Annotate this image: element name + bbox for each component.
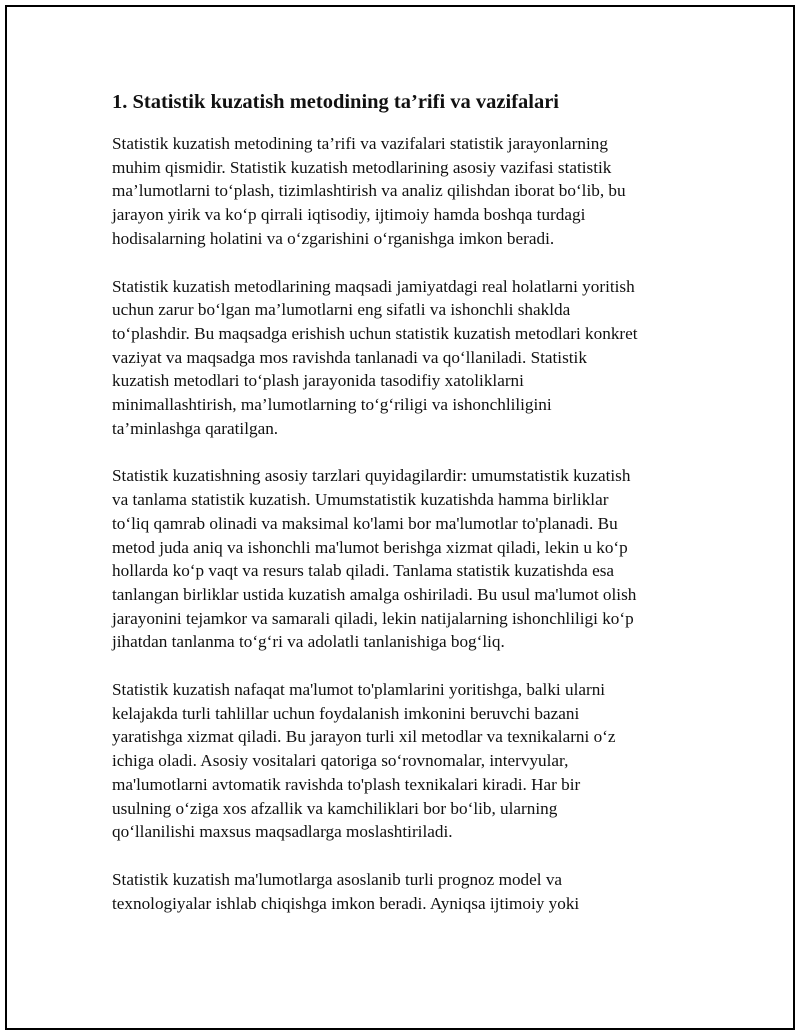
paragraph-line: hodisalarning holatini va o‘zgarishini o‘rganishga imkon beradi. — [112, 228, 555, 248]
paragraph-line: jarayon yirik va ko‘p qirrali iqtisodiy, ijtimoiy hamda boshqa turdagi — [112, 205, 586, 225]
paragraph-line: Statistik kuzatish metodlarining maqsadi jamiyatdagi real holatlarni yoritish — [112, 276, 635, 296]
paragraph-line: ma'lumotlarni avtomatik ravishda to'plash texnikalari kiradi. Har bir — [112, 774, 581, 794]
paragraph-line: Statistik kuzatishning asosiy tarzlari quyidagilardir: umumstatistik kuzatish — [112, 466, 631, 486]
paragraph-line: to‘liq qamrab olinadi va maksimal ko'lami bor ma'lumotlar to'planadi. Bu — [112, 513, 618, 533]
paragraph-5 — [112, 868, 684, 915]
paragraph-line: to‘plashdir. Bu maqsadga erishish uchun statistik kuzatish metodlari konkret — [112, 323, 638, 343]
paragraph-line: Statistik kuzatish metodining ta’rifi va vazifalari statistik jarayonlarning — [112, 134, 608, 153]
paragraph-line: va tanlama statistik kuzatish. Umumstatistik kuzatishda hamma birliklar — [112, 490, 609, 510]
paragraph-line: texnologiyalar ishlab chiqishga imkon beradi. Ayniqsa ijtimoiy yoki — [112, 893, 580, 913]
paragraph-3 — [112, 464, 684, 654]
paragraph-line: yaratishga xizmat qiladi. Bu jarayon turli xil metodlar va texnikalarni o‘z — [112, 727, 616, 747]
paragraph-line: minimallashtirish, ma’lumotlarning to‘g‘riligi va ishonchliligini — [112, 395, 552, 415]
paragraph-line: hollarda ko‘p vaqt va resurs talab qiladi. Tanlama statistik kuzatishda esa — [112, 561, 615, 581]
paragraph-2 — [112, 275, 684, 441]
paragraph-line: qo‘llanilishi maxsus maqsadlarga moslashtiriladi. — [112, 822, 453, 842]
paragraph-line: usulning o‘ziga xos afzallik va kamchiliklari bor bo‘lib, ularning — [112, 798, 558, 818]
paragraph-line: uchun zarur bo‘lgan ma’lumotlarni eng sifatli va ishonchli shaklda — [112, 300, 571, 320]
paragraph-line: kuzatish metodlari to‘plash jarayonida tasodifiy xatoliklarni — [112, 371, 524, 391]
paragraph-line: kelajakda turli tahlillar uchun foydalanish imkonini beruvchi bazani — [112, 703, 580, 723]
paragraph-4 — [112, 678, 684, 844]
paragraph-line: tanlangan birliklar ustida kuzatish amalga oshiriladi. Bu usul ma'lumot olish — [112, 584, 637, 604]
paragraph-list — [112, 132, 684, 915]
paragraph-1 — [112, 132, 684, 251]
document-body — [112, 88, 684, 939]
paragraph-line: jihatdan tanlanma to‘g‘ri va adolatli tanlanishiga bog‘liq. — [112, 632, 505, 652]
paragraph-line: metod juda aniq va ishonchli ma'lumot berishga xizmat qiladi, lekin u ko‘p — [112, 537, 628, 557]
paragraph-line: muhim qismidir. Statistik kuzatish metodlarining asosiy vazifasi statistik — [112, 157, 612, 177]
paragraph-line: jarayonini tejamkor va samarali qiladi, lekin natijalarning ishonchliligi ko‘p — [112, 608, 634, 628]
paragraph-line: ta’minlashga qaratilgan. — [112, 418, 279, 438]
paragraph-line: ma’lumotlarni to‘plash, tizimlashtirish va analiz qilishdan iborat bo‘lib, bu — [112, 181, 626, 201]
paragraph-line: ichiga oladi. Asosiy vositalari qatoriga so‘rovnomalar, intervyular, — [112, 751, 569, 771]
paragraph-line: vaziyat va maqsadga mos ravishda tanlanadi va qo‘llaniladi. Statistik — [112, 347, 587, 367]
paragraph-line: Statistik kuzatish ma'lumotlarga asoslanib turli prognoz model va — [112, 869, 563, 889]
section-heading: 1. Statistik kuzatish metodining ta’rifi va vazifalari — [112, 91, 560, 113]
paragraph-line: Statistik kuzatish nafaqat ma'lumot to'plamlarini yoritishga, balki ularni — [112, 680, 606, 700]
